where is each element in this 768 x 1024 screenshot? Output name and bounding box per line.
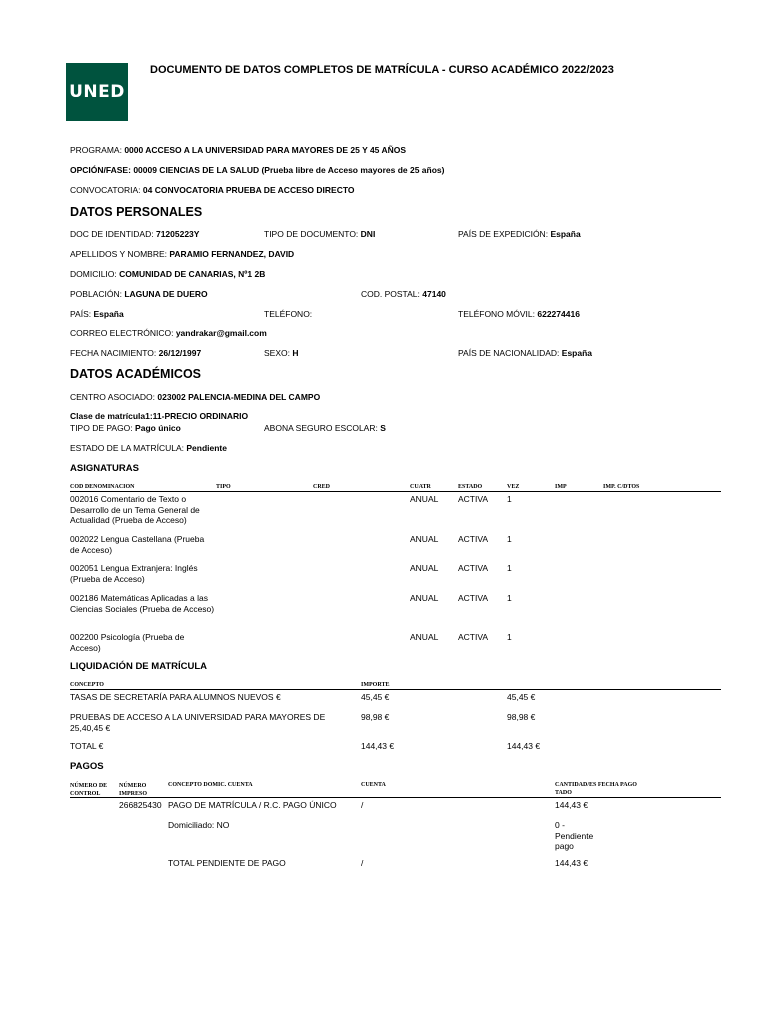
- asignatura-vez: 1: [507, 563, 512, 573]
- clase-matricula: Clase de matrícula1:11-PRECIO ORDINARIO: [70, 411, 249, 421]
- asignatura-cuatr: ANUAL: [410, 593, 439, 603]
- pais-expedicion: PAÍS DE EXPEDICIÓN: España: [458, 229, 581, 239]
- pago-total-cuenta: /: [361, 858, 364, 868]
- poblacion: POBLACIÓN: LAGUNA DE DUERO: [70, 289, 208, 299]
- col-cuenta: CUENTA: [361, 782, 386, 788]
- apellidos-nombre: APELLIDOS Y NOMBRE: PARAMIO FERNANDEZ, DAVID: [70, 249, 295, 259]
- pagos-heading: PAGOS: [70, 761, 104, 772]
- fecha-nacimiento: FECHA NACIMIENTO: 26/12/1997: [70, 348, 202, 358]
- estado-matricula: ESTADO DE LA MATRÍCULA: Pendiente: [70, 443, 227, 453]
- cod-postal: COD. POSTAL: 47140: [361, 289, 446, 299]
- pago-total-cantidad: 144,43 €: [555, 858, 589, 868]
- asignatura-name: 002022 Lengua Castellana (Prueba de Acceso): [70, 534, 205, 555]
- asignatura-cuatr: ANUAL: [410, 563, 439, 573]
- datos-personales-heading: DATOS PERSONALES: [70, 205, 203, 219]
- liquidacion-total: 45,45 €: [507, 692, 536, 702]
- pais-nacionalidad: PAÍS DE NACIONALIDAD: España: [458, 348, 593, 358]
- asignatura-estado: ACTIVA: [458, 494, 489, 504]
- asignatura-name: 002200 Psicología (Prueba de Acceso): [70, 632, 185, 653]
- uned-logo: [66, 63, 128, 121]
- asignaturas-header-rule: [70, 491, 721, 492]
- convocatoria-line: CONVOCATORIA: 04 CONVOCATORIA PRUEBA DE ACCESO DIRECTO: [70, 185, 355, 195]
- pago-cantidad: 144,43 €: [555, 800, 589, 810]
- tipo-documento: TIPO DE DOCUMENTO: DNI: [264, 229, 376, 239]
- pago-total-concepto: TOTAL PENDIENTE DE PAGO: [168, 858, 286, 868]
- liquidacion-importe: 98,98 €: [361, 712, 390, 722]
- asignatura-name: 002051 Lengua Extranjera: Inglés (Prueba de Acceso): [70, 563, 198, 584]
- col-numero-control: NÚMERO DE CONTROL: [70, 783, 108, 797]
- pago-estado: 0 - Pendiente pago: [555, 820, 594, 851]
- opcion-line: OPCIÓN/FASE: 00009 CIENCIAS DE LA SALUD (Prueba libre de Acceso mayores de 25 años): [70, 165, 445, 175]
- col-concepto-domic: CONCEPTO DOMIC. CUENTA: [168, 782, 253, 788]
- asignatura-estado: ACTIVA: [458, 593, 489, 603]
- col-imp-dtos: IMP. C/DTOS: [603, 484, 640, 490]
- asignatura-cuatr: ANUAL: [410, 632, 439, 642]
- doc-identidad: DOC DE IDENTIDAD: 71205223Y: [70, 229, 200, 239]
- liquidacion-header-rule: [70, 689, 721, 690]
- datos-academicos-heading: DATOS ACADÉMICOS: [70, 367, 202, 381]
- liquidacion-concepto: PRUEBAS DE ACCESO A LA UNIVERSIDAD PARA MAYORES DE 25,40,45 €: [70, 712, 326, 733]
- centro-asociado: CENTRO ASOCIADO: 023002 PALENCIA-MEDINA DEL CAMPO: [70, 392, 321, 402]
- pago-cuenta: /: [361, 800, 364, 810]
- telefono-movil: TELÉFONO MÓVIL: 622274416: [458, 309, 580, 319]
- liquidacion-importe: 144,43 €: [361, 741, 395, 751]
- asignatura-estado: ACTIVA: [458, 563, 489, 573]
- col-cantidad-fecha: CANTIDAD/ES FECHA PAGO: [555, 782, 637, 788]
- asignatura-name: 002016 Comentario de Texto o Desarrollo de un Tema General de Actualidad (Prueba de Acceso): [70, 494, 200, 525]
- asignatura-vez: 1: [507, 632, 512, 642]
- pais: PAÍS: España: [70, 309, 124, 319]
- asignatura-cuatr: ANUAL: [410, 494, 439, 504]
- col-cuatr: CUATR: [410, 484, 431, 490]
- col-tado: TADO: [555, 790, 572, 796]
- logo-text: UNED: [69, 82, 125, 102]
- col-imp: IMP: [555, 484, 567, 490]
- asignatura-estado: ACTIVA: [458, 632, 489, 642]
- asignatura-cuatr: ANUAL: [410, 534, 439, 544]
- col-vez: VEZ: [507, 484, 520, 490]
- domicilio: DOMICILIO: COMUNIDAD DE CANARIAS, Nº1 2B: [70, 269, 266, 279]
- liquidacion-concepto: TASAS DE SECRETARÍA PARA ALUMNOS NUEVOS €: [70, 692, 281, 702]
- sexo: SEXO: H: [264, 348, 299, 358]
- asignatura-estado: ACTIVA: [458, 534, 489, 544]
- col-estado: ESTADO: [458, 484, 483, 490]
- tipo-pago: TIPO DE PAGO: Pago único: [70, 423, 181, 433]
- col-concepto: CONCEPTO: [70, 682, 104, 688]
- col-cod-denominacion: COD DENOMINACION: [70, 484, 135, 490]
- pago-domiciliado: Domiciliado: NO: [168, 820, 230, 830]
- col-cred: CRED: [313, 484, 331, 490]
- col-importe: IMPORTE: [361, 682, 390, 688]
- liquidacion-heading: LIQUIDACIÓN DE MATRÍCULA: [70, 661, 208, 672]
- col-numero-impreso: NÚMERO IMPRESO: [119, 783, 148, 797]
- pago-num-impreso: 266825430: [119, 800, 162, 810]
- correo-electronico: CORREO ELECTRÓNICO: yandrakar@gmail.com: [70, 328, 267, 338]
- asignatura-vez: 1: [507, 534, 512, 544]
- asignatura-vez: 1: [507, 494, 512, 504]
- liquidacion-total: 144,43 €: [507, 741, 541, 751]
- document-title: DOCUMENTO DE DATOS COMPLETOS DE MATRÍCULA - CURSO ACADÉMICO 2022/2023: [150, 64, 614, 76]
- telefono: TELÉFONO:: [264, 309, 313, 319]
- asignatura-name: 002186 Matemáticas Aplicadas a las Ciencias Sociales (Prueba de Acceso): [70, 593, 215, 614]
- seguro-escolar: ABONA SEGURO ESCOLAR: S: [264, 423, 386, 433]
- col-tipo: TIPO: [216, 484, 231, 490]
- pago-concepto: PAGO DE MATRÍCULA / R.C. PAGO ÚNICO: [168, 800, 337, 810]
- programa-line: PROGRAMA: 0000 ACCESO A LA UNIVERSIDAD PARA MAYORES DE 25 Y 45 AÑOS: [70, 145, 407, 155]
- liquidacion-importe: 45,45 €: [361, 692, 390, 702]
- asignatura-vez: 1: [507, 593, 512, 603]
- liquidacion-total: 98,98 €: [507, 712, 536, 722]
- pagos-header-rule: [70, 797, 721, 798]
- liquidacion-concepto: TOTAL €: [70, 741, 104, 751]
- asignaturas-heading: ASIGNATURAS: [70, 463, 139, 474]
